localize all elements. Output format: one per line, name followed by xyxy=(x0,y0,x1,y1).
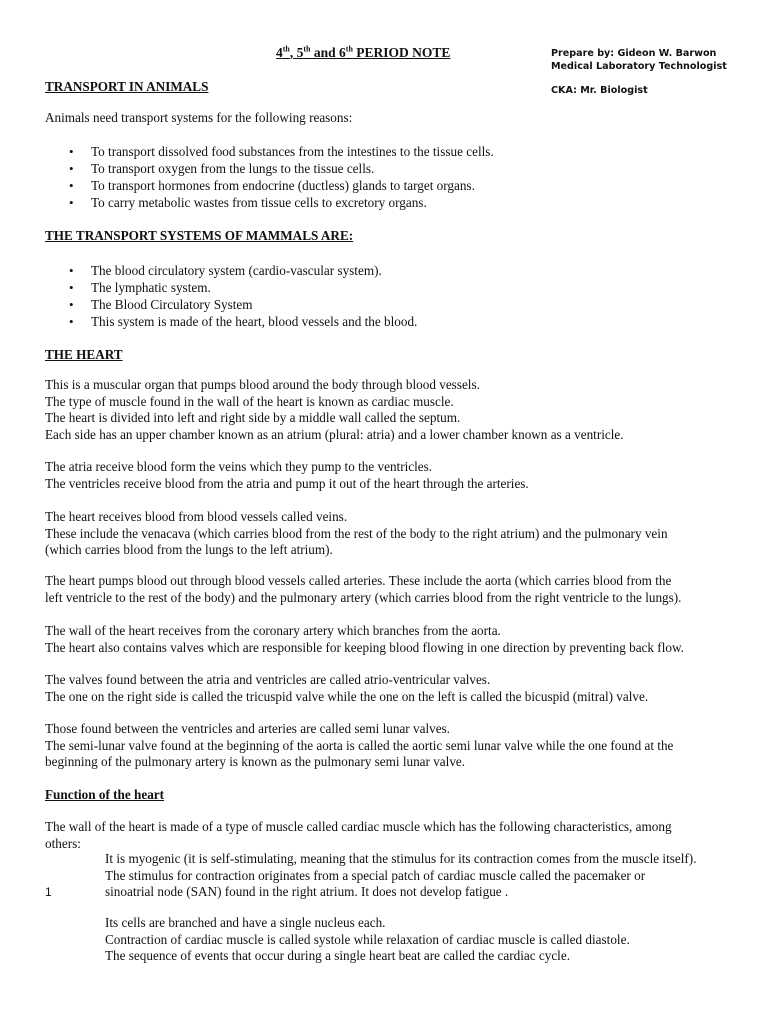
page-number: 1 xyxy=(45,885,52,899)
list-item: • To transport oxygen from the lungs to the tissue cells. xyxy=(45,160,494,177)
indented-paragraph: Its cells are branched and have a single nucleus each. Contraction of cardiac muscle is called systole while relaxation of cardiac muscle is called diastole. The sequence of events that occur during a single heart beat are called the cardiac cycle. xyxy=(105,915,630,963)
paragraph: This is a muscular organ that pumps blood around the body through blood vessels. The type of muscle found in the wall of the heart is known as cardiac muscle. The heart is divided into left and right side by a middle wall called the septum. Each side has an upper chamber known as an atrium (plural: atria) and a lower chamber known as a ventricle. xyxy=(45,377,624,442)
paragraph: The heart pumps blood out through blood vessels called arteries. These include the aorta (which carries blood from the left ventricle to the rest of the body) and the pulmonary artery (which carries blood from the right ventricle to the lungs). xyxy=(45,573,682,605)
page-title: 4th, 5th and 6th PERIOD NOTE xyxy=(276,44,451,60)
cka-line: CKA: Mr. Biologist xyxy=(551,85,648,96)
list-item: • To transport dissolved food substances from the intestines to the tissue cells. xyxy=(45,143,494,160)
list-item: • To carry metabolic wastes from tissue cells to excretory organs. xyxy=(45,194,494,211)
list-item: • This system is made of the heart, blood vessels and the blood. xyxy=(45,313,417,330)
list-item: • The Blood Circulatory System xyxy=(45,296,417,313)
systems-list xyxy=(45,262,417,330)
list-item: • The blood circulatory system (cardio-vascular system). xyxy=(45,262,417,279)
section-heading-heart: THE HEART xyxy=(45,347,123,362)
paragraph: The heart receives blood from blood vessels called veins. These include the venacava (which carries blood from the rest of the body to the right atrium) and the pulmonary vein (which carries blood from the lungs to the left atrium). xyxy=(45,509,668,557)
section-heading-systems: THE TRANSPORT SYSTEMS OF MAMMALS ARE: xyxy=(45,228,354,243)
paragraph: The wall of the heart is made of a type of muscle called cardiac muscle which has the following characteristics, among others: xyxy=(45,819,672,851)
author-role: Medical Laboratory Technologist xyxy=(551,61,727,72)
paragraph: Those found between the ventricles and arteries are called semi lunar valves. The semi-lunar valve found at the beginning of the aorta is called the aortic semi lunar valve while the one found at the beginning of the pulmonary artery is known as the pulmonary semi lunar valve. xyxy=(45,721,674,769)
intro-text: Animals need transport systems for the following reasons: xyxy=(45,110,353,125)
list-item: • The lymphatic system. xyxy=(45,279,417,296)
reasons-list xyxy=(45,143,494,211)
paragraph: The valves found between the atria and ventricles are called atrio-ventricular valves. The one on the right side is called the tricuspid valve while the one on the left is called the bicuspid (mitral) valve. xyxy=(45,672,649,704)
list-item: • To transport hormones from endocrine (ductless) glands to target organs. xyxy=(45,177,494,194)
prepared-by: Prepare by: Gideon W. Barwon xyxy=(551,48,717,59)
indented-paragraph: It is myogenic (it is self-stimulating, meaning that the stimulus for its contraction comes from the muscle itself). The stimulus for contraction originates from a special patch of cardiac muscle called the pacemaker or sinoatrial node (SAN) found in the right atrium. It does not develop fatigue . xyxy=(105,851,697,899)
paragraph: The atria receive blood form the veins which they pump to the ventricles. The ventricles receive blood from the atria and pump it out of the heart through the arteries. xyxy=(45,459,529,491)
paragraph: The wall of the heart receives from the coronary artery which branches from the aorta. The heart also contains valves which are responsible for keeping blood flowing in one direction by preventing back flow. xyxy=(45,623,684,655)
section-heading-function: Function of the heart xyxy=(45,787,165,802)
section-heading-transport: TRANSPORT IN ANIMALS xyxy=(45,79,209,94)
